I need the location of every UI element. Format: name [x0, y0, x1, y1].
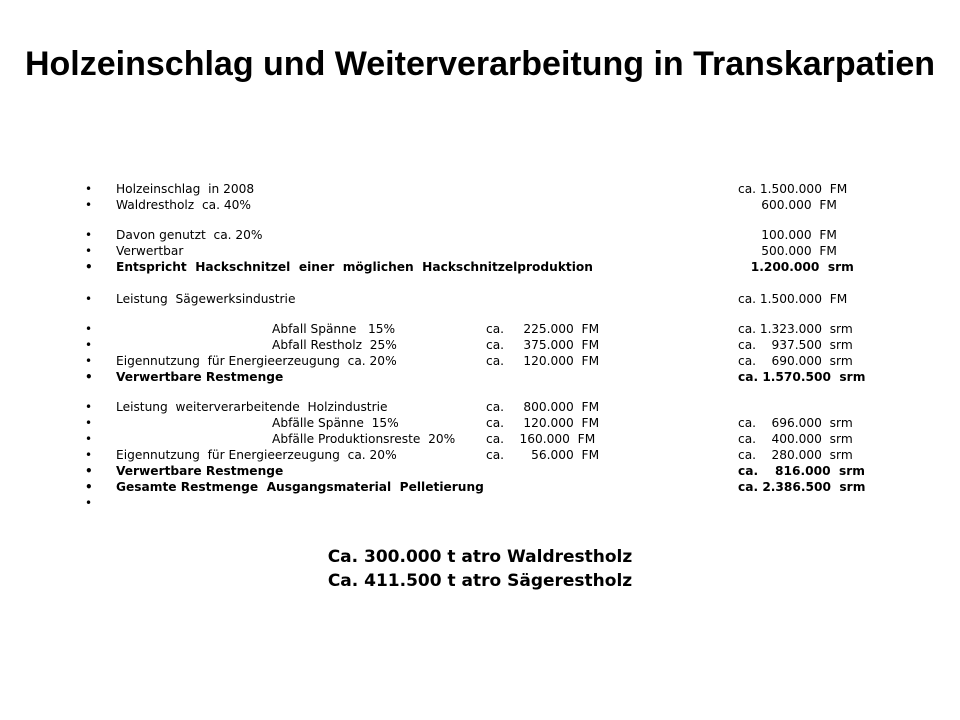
item-value-total: ca. 696.000 srm: [738, 416, 853, 430]
list-item: [0, 415, 960, 431]
item-value-total: 600.000 FM: [738, 198, 837, 212]
list-item: [0, 337, 960, 353]
bullet-glyph: •: [85, 354, 93, 368]
item-value-total: ca. 1.570.500 srm: [738, 370, 866, 384]
item-sublabel: Abfälle Spänne 15%: [272, 416, 399, 430]
item-label: Entspricht Hackschnitzel einer möglichen Hackschnitzelproduktion: [116, 260, 593, 274]
item-sublabel: Abfälle Produktionsreste 20%: [272, 432, 456, 446]
item-value-total: 1.200.000 srm: [738, 260, 854, 274]
item-value-fm: ca. 225.000 FM: [486, 322, 600, 336]
item-value-total: ca. 1.500.000 FM: [738, 182, 848, 196]
list-item: [0, 243, 960, 259]
bullet-glyph: •: [85, 292, 93, 306]
item-label: Leistung Sägewerksindustrie: [116, 292, 296, 306]
item-value-total: ca. 937.500 srm: [738, 338, 853, 352]
item-value-total: ca. 280.000 srm: [738, 448, 853, 462]
list-item: [0, 479, 960, 495]
list-item: [0, 353, 960, 369]
bullet-glyph: •: [85, 416, 93, 430]
item-value-fm: ca. 120.000 FM: [486, 416, 600, 430]
item-label: Eigennutzung für Energieerzeugung ca. 20%: [116, 354, 397, 368]
item-value-total: ca. 690.000 srm: [738, 354, 853, 368]
item-value-fm: ca. 160.000 FM: [486, 432, 596, 446]
item-value-fm: ca. 800.000 FM: [486, 400, 600, 414]
list-item: [0, 181, 960, 197]
item-value-fm: ca. 375.000 FM: [486, 338, 600, 352]
bullet-glyph: •: [85, 198, 93, 212]
list-item: [0, 463, 960, 479]
item-value-total: ca. 2.386.500 srm: [738, 480, 866, 494]
item-value-total: ca. 816.000 srm: [738, 464, 866, 478]
list-item: [0, 447, 960, 463]
bullet-glyph: •: [85, 400, 93, 414]
list-item: [0, 291, 960, 307]
item-value-total: 500.000 FM: [738, 244, 837, 258]
bullet-glyph: •: [85, 496, 93, 510]
item-value-total: 100.000 FM: [738, 228, 837, 242]
item-label: Verwertbare Restmenge: [116, 370, 284, 384]
list-item: [0, 369, 960, 385]
slide-title: Holzeinschlag und Weiterverarbeitung in Transkarpatien: [24, 45, 936, 83]
list-item: [0, 321, 960, 337]
item-value-total: ca. 1.500.000 FM: [738, 292, 848, 306]
item-label: Davon genutzt ca. 20%: [116, 228, 263, 242]
item-label: Gesamte Restmenge Ausgangsmaterial Pelletierung: [116, 480, 484, 494]
bullet-glyph: •: [85, 228, 93, 242]
bullet-glyph: •: [85, 448, 93, 462]
item-sublabel: Abfall Spänne 15%: [272, 322, 396, 336]
bullet-glyph: •: [85, 244, 93, 258]
list-item: [0, 431, 960, 447]
bullet-glyph: •: [85, 260, 93, 274]
list-item: [0, 227, 960, 243]
item-label: Holzeinschlag in 2008: [116, 182, 255, 196]
bullet-glyph: •: [85, 322, 93, 336]
item-label: Eigennutzung für Energieerzeugung ca. 20%: [116, 448, 397, 462]
footer-line-1: Ca. 300.000 t atro Waldrestholz: [327, 547, 633, 567]
item-value-fm: ca. 120.000 FM: [486, 354, 600, 368]
bullet-glyph: •: [85, 182, 93, 196]
list-item: [0, 259, 960, 275]
item-label: Verwertbare Restmenge: [116, 464, 284, 478]
list-item: [0, 399, 960, 415]
item-value-total: ca. 1.323.000 srm: [738, 322, 853, 336]
item-value-fm: ca. 56.000 FM: [486, 448, 600, 462]
bullet-glyph: •: [85, 432, 93, 446]
list-item: [0, 495, 960, 511]
item-label: Waldrestholz ca. 40%: [116, 198, 251, 212]
bullet-glyph: •: [85, 480, 93, 494]
footer-line-2: Ca. 411.500 t atro Sägerestholz: [327, 571, 633, 591]
list-item: [0, 197, 960, 213]
bullet-glyph: •: [85, 370, 93, 384]
bullet-glyph: •: [85, 338, 93, 352]
item-label: Verwertbar: [116, 244, 184, 258]
item-sublabel: Abfall Restholz 25%: [272, 338, 397, 352]
item-value-total: ca. 400.000 srm: [738, 432, 853, 446]
item-label: Leistung weiterverarbeitende Holzindustrie: [116, 400, 388, 414]
bullet-glyph: •: [85, 464, 93, 478]
